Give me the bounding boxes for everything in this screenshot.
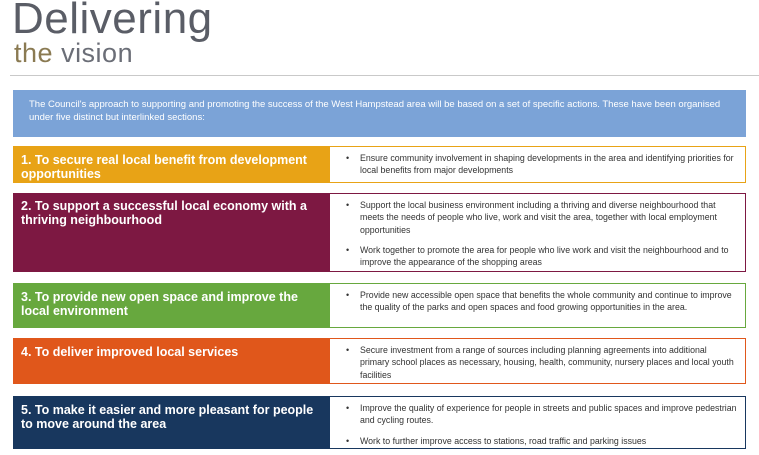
section-local-services: [13, 338, 746, 384]
action-item: [344, 435, 737, 447]
intro-panel: [13, 90, 746, 137]
section-local-economy: [13, 193, 746, 272]
action-text: Support the local business environment including a thriving and diverse neighbourhood that meets the needs of people who live, work and visit the area, together with local employment opportunities: [360, 200, 717, 235]
subtitle-word-the: the: [14, 38, 54, 68]
bullet-icon: •: [346, 244, 350, 255]
action-item: [344, 199, 737, 236]
page-subtitle: [14, 38, 133, 69]
page-title: Delivering: [12, 0, 213, 43]
section-open-space: [13, 283, 746, 328]
action-item: [344, 152, 737, 177]
bullet-icon: •: [346, 290, 350, 300]
action-item: [344, 289, 737, 314]
section-actions: [329, 193, 746, 272]
action-text: Work to further improve access to stations, road traffic and parking issues: [360, 435, 647, 446]
section-heading: 2. To support a successful local economy with a thriving neighbourhood: [13, 193, 329, 272]
action-item: [344, 402, 737, 427]
action-text: Provide new accessible open space that benefits the whole community and continue to improve the quality of the parks and open spaces and food growing opportunities in the area.: [360, 290, 732, 313]
section-heading: 4. To deliver improved local services: [13, 338, 329, 384]
action-item: [344, 344, 737, 381]
action-text: Work together to promote the area for people who live work and visit the neighbourhood and to improve the appearance of the shopping areas: [360, 244, 729, 268]
bullet-icon: •: [346, 153, 350, 163]
bullet-icon: •: [346, 345, 350, 355]
section-heading: 5. To make it easier and more pleasant for people to move around the area: [13, 396, 329, 449]
action-text: Improve the quality of experience for people in streets and public spaces and improve pedestrian and cycling routes.: [360, 403, 737, 426]
bullet-icon: •: [346, 435, 350, 446]
section-actions: [329, 396, 746, 449]
bullet-icon: •: [346, 200, 350, 210]
section-local-benefit: [13, 146, 746, 183]
action-text: Ensure community involvement in shaping developments in the area and identifying priorities for local benefits from major developments: [360, 153, 734, 176]
section-actions: [329, 283, 746, 328]
section-actions: [329, 146, 746, 183]
section-heading: 3. To provide new open space and improve the local environment: [13, 283, 329, 328]
intro-text: The Council's approach to supporting and promoting the success of the West Hampstead area will be based on a set of specific actions. These have been organised under five distinct but interlinked sections:: [29, 99, 721, 123]
title-divider: [10, 75, 759, 76]
section-movement: [13, 396, 746, 449]
section-heading: 1. To secure real local benefit from development opportunities: [13, 146, 329, 183]
subtitle-word-vision: vision: [61, 38, 134, 68]
action-text: Secure investment from a range of sources including planning agreements into additional primary school places as necessary, housing, health, community, nursery places and local youth facilities: [360, 345, 734, 380]
section-actions: [329, 338, 746, 384]
bullet-icon: •: [346, 403, 350, 413]
action-item: [344, 244, 737, 269]
